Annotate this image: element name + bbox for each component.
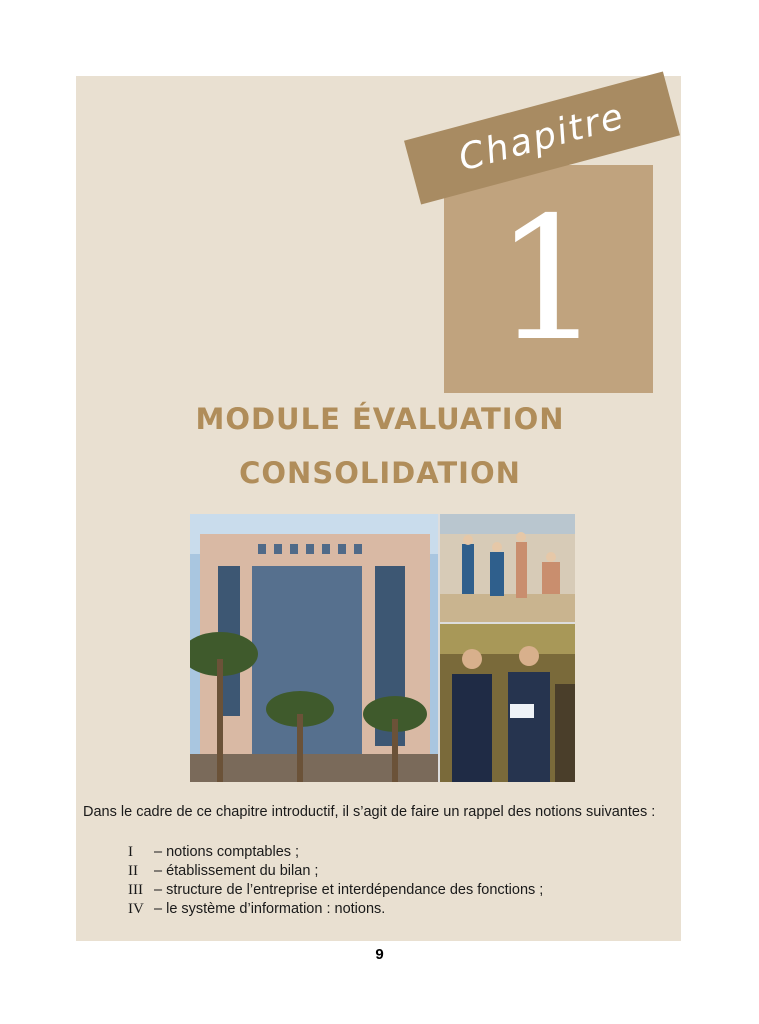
- chapter-photo-collage: [190, 514, 575, 782]
- building-photo: [190, 514, 438, 782]
- list-item-text: – le système d’information : notions.: [154, 901, 386, 917]
- module-title-line1: MODULE ÉVALUATION: [195, 402, 565, 436]
- chapter-label: Chapitre: [454, 95, 630, 180]
- chapter-number: 1: [494, 181, 603, 379]
- list-item: [128, 862, 543, 881]
- page-number: 9: [375, 946, 384, 963]
- list-item: [128, 843, 543, 862]
- list-item-text: – notions comptables ;: [154, 844, 300, 860]
- list-item-number: I: [128, 844, 133, 860]
- list-item-number: III: [128, 882, 143, 898]
- list-item-text: – établissement du bilan ;: [154, 863, 319, 879]
- intro-paragraph: Dans le cadre de ce chapitre introductif, il s’agit de faire un rappel des notions suivantes :: [83, 804, 656, 820]
- list-item-text: – structure de l’entreprise et interdépendance des fonctions ;: [154, 882, 544, 898]
- businessmen-photo: [440, 624, 575, 782]
- office-photo: [440, 514, 575, 622]
- list-item: [128, 881, 543, 900]
- list-item-number: II: [128, 863, 138, 879]
- list-item: [128, 900, 543, 919]
- module-title-line2: CONSOLIDATION: [239, 456, 521, 490]
- list-item-number: IV: [128, 901, 144, 917]
- notions-list: [128, 843, 543, 919]
